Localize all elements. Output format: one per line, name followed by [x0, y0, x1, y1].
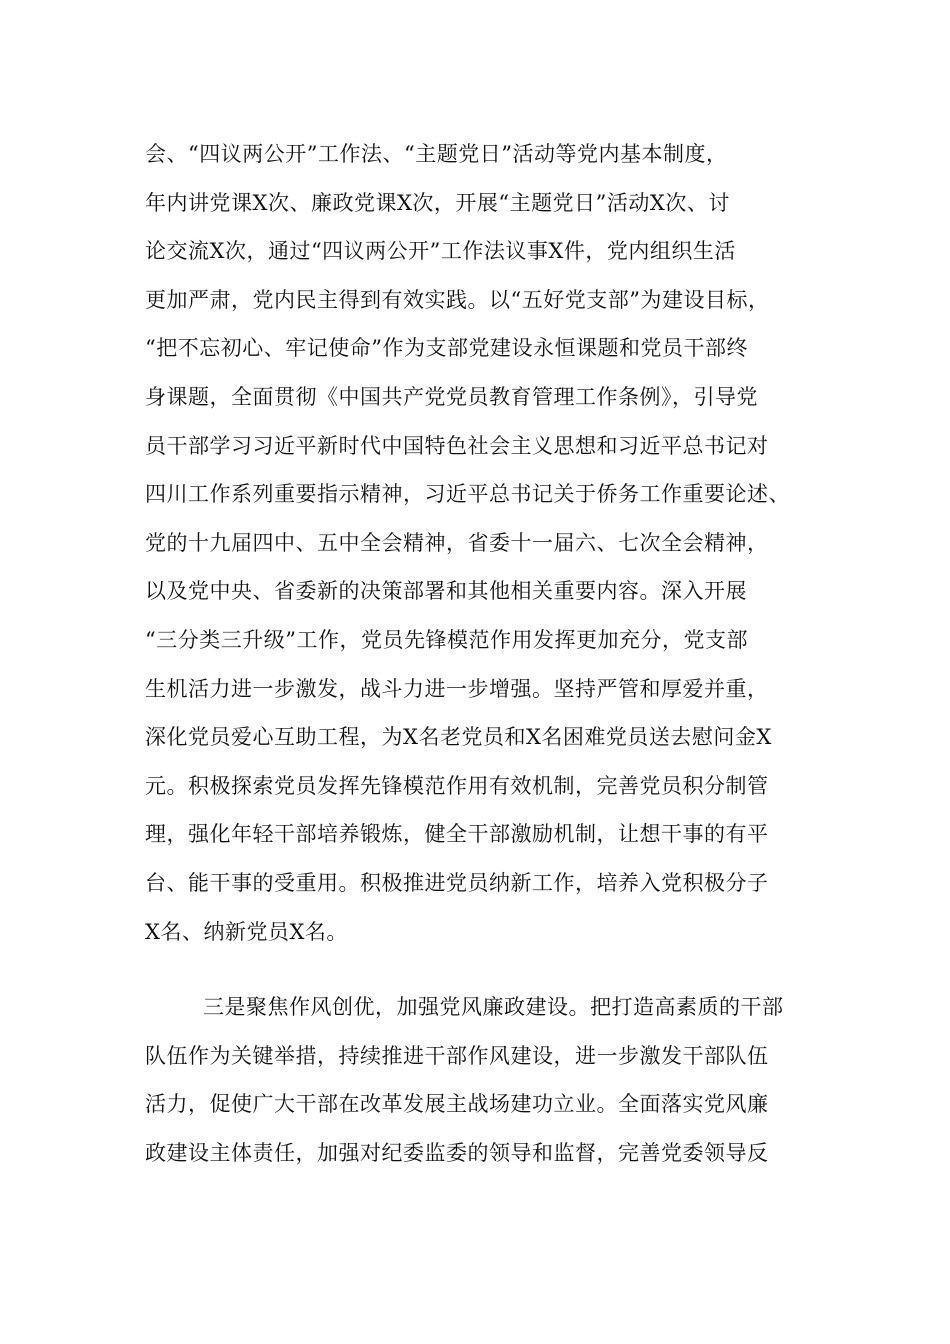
text-line: “三分类三升级”工作，党员先锋模范作用发挥更加充分，党支部 [145, 627, 748, 652]
text-line: 四川工作系列重要指示精神，习近平总书记关于侨务工作重要论述、 [145, 482, 790, 507]
text-line: X名、纳新党员X名。 [145, 919, 348, 944]
text-line: 党的十九届四中、五中全会精神，省委十一届六、七次全会精神， [145, 530, 769, 555]
text-line: “把不忘初心、牢记使命”作为支部党建设永恒课题和党员干部终 [145, 336, 748, 361]
paragraph-party-building [145, 130, 810, 956]
paragraph-work-style [145, 983, 810, 1177]
text-line: 以及党中央、省委新的决策部署和其他相关重要内容。深入开展 [145, 579, 747, 604]
text-line: 身课题，全面贯彻《中国共产党党员教育管理工作条例》，引导党 [145, 384, 758, 409]
text-line: 理，强化年轻干部培养锻炼，健全干部激励机制，让想干事的有平 [145, 822, 769, 847]
text-line: 生机活力进一步激发，战斗力进一步增强。坚持严管和厚爱并重， [145, 676, 769, 701]
text-line: 三是聚焦作风创优，加强党风廉政建设。把打造高素质的干部 [203, 995, 784, 1019]
text-line: 年内讲党课X次、廉政党课X次，开展“主题党日”活动X次、讨 [145, 190, 730, 215]
text-line: 更加严肃，党内民主得到有效实践。以“五好党支部”为建设目标， [145, 287, 770, 312]
text-line: 论交流X次，通过“四议两公开”工作法议事X件，党内组织生活 [145, 239, 736, 264]
text-line: 会、“四议两公开”工作法、“主题党日”活动等党内基本制度， [145, 142, 728, 166]
text-line: 活力，促使广大干部在改革发展主战场建功立业。全面落实党风廉 [145, 1092, 769, 1117]
text-line: 深化党员爱心互助工程，为X名老党员和X名困难党员送去慰问金X [145, 725, 772, 750]
text-line: 队伍作为关键举措，持续推进干部作风建设，进一步激发干部队伍 [145, 1043, 769, 1068]
text-line: 台、能干事的受重用。积极推进党员纳新工作，培养入党积极分子 [145, 870, 769, 895]
text-line: 政建设主体责任，加强对纪委监委的领导和监督，完善党委领导反 [145, 1140, 769, 1165]
text-line: 元。积极探索党员发挥先锋模范作用有效机制，完善党员积分制管 [145, 773, 769, 798]
text-line: 员干部学习习近平新时代中国特色社会主义思想和习近平总书记对 [145, 433, 769, 458]
